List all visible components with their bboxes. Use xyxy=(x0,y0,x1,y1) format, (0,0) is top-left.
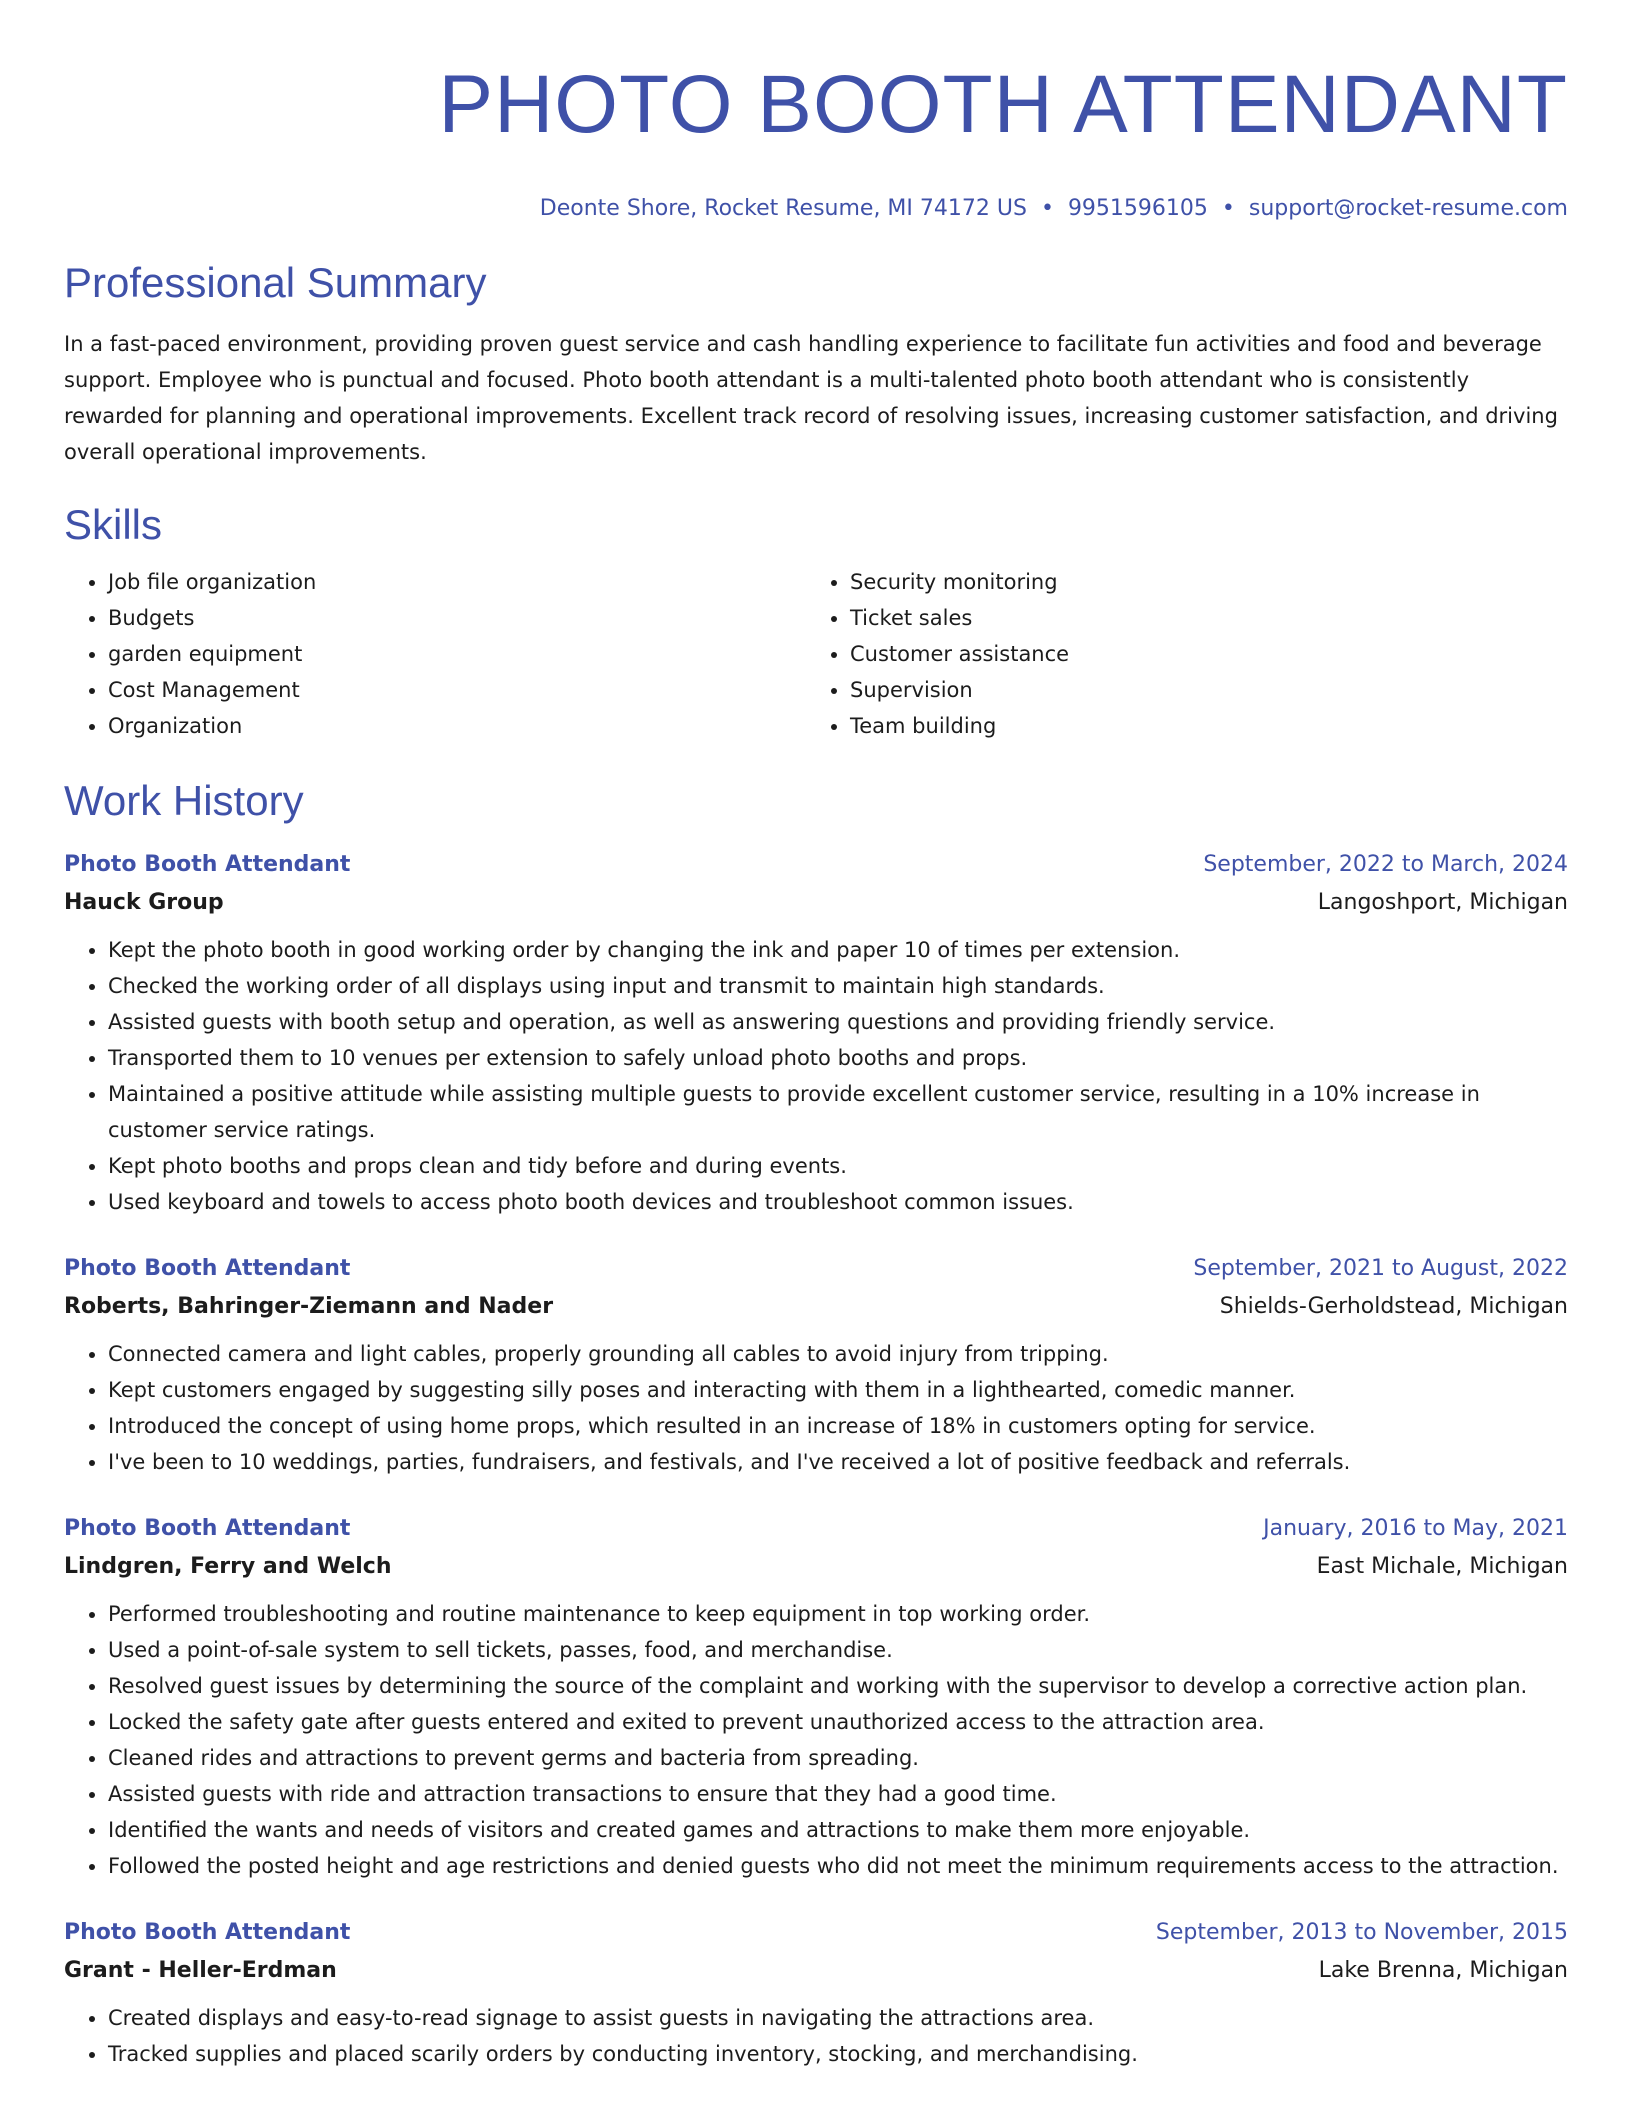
contact-address: Deonte Shore, Rocket Resume, MI 74172 US xyxy=(539,196,1027,221)
job-bullet: • Followed the posted height and age restrictions and denied guests who did not meet the minimum requirements access to the attraction. xyxy=(108,1848,1568,1884)
resume-title: PHOTO BOOTH ATTENDANT xyxy=(438,59,1568,150)
job-company: Grant - Heller-Erdman xyxy=(64,1958,337,1983)
job-dates: September, 2021 to August, 2022 xyxy=(1193,1256,1568,1281)
job-location: Lake Brenna, Michigan xyxy=(1318,1958,1568,1983)
job-location: East Michale, Michigan xyxy=(1316,1554,1568,1579)
skill-item: • Cost Management xyxy=(108,672,806,708)
job-bullet: • Kept photo booths and props clean and tidy before and during events. xyxy=(108,1148,1568,1184)
job-company: Roberts, Bahringer-Ziemann and Nader xyxy=(64,1294,554,1319)
job-bullet: • Introduced the concept of using home props, which resulted in an increase of 18% in customers opting for service. xyxy=(108,1408,1568,1444)
job-company: Hauck Group xyxy=(64,890,224,915)
skills-column-right xyxy=(806,564,1548,744)
job-bullet: • Created displays and easy-to-read signage to assist guests in navigating the attractions area. xyxy=(108,2000,1568,2036)
job-bullet: • Identified the wants and needs of visitors and created games and attractions to make them more enjoyable. xyxy=(108,1812,1568,1848)
job-company: Lindgren, Ferry and Welch xyxy=(64,1554,392,1579)
job-bullet: • Transported them to 10 venues per extension to safely unload photo booths and props. xyxy=(108,1040,1568,1076)
job-bullets xyxy=(64,932,1568,1220)
job-bullet: • Assisted guests with booth setup and operation, as well as answering questions and providing friendly service. xyxy=(108,1004,1568,1040)
skill-item: • Ticket sales xyxy=(850,600,1548,636)
job-bullet: • Checked the working order of all displays using input and transmit to maintain high standards. xyxy=(108,968,1568,1004)
skill-item: • Supervision xyxy=(850,672,1548,708)
job-entry xyxy=(64,1914,1568,2072)
job-location: Shields-Gerholdstead, Michigan xyxy=(1219,1294,1568,1319)
job-entry xyxy=(64,846,1568,1220)
skills-heading: Skills xyxy=(64,501,163,548)
job-bullet: • Tracked supplies and placed scarily orders by conducting inventory, stocking, and merchandising. xyxy=(108,2036,1568,2072)
contact-email: support@rocket-resume.com xyxy=(1248,196,1568,221)
contact-separator: • xyxy=(1221,196,1235,221)
job-bullets xyxy=(64,2000,1568,2072)
job-title: Photo Booth Attendant xyxy=(64,1516,351,1541)
job-bullet: • Performed troubleshooting and routine maintenance to keep equipment in top working order. xyxy=(108,1596,1568,1632)
job-bullet: • Kept customers engaged by suggesting silly poses and interacting with them in a lighthearted, comedic manner. xyxy=(108,1372,1568,1408)
skills-column-left xyxy=(64,564,806,744)
work-history-heading: Work History xyxy=(64,777,304,824)
job-entry xyxy=(64,1510,1568,1884)
job-bullet: • Used a point-of-sale system to sell tickets, passes, food, and merchandise. xyxy=(108,1632,1568,1668)
job-entry xyxy=(64,1250,1568,1480)
skill-item: • Team building xyxy=(850,708,1548,744)
skill-item: • Security monitoring xyxy=(850,564,1548,600)
contact-phone: 9951596105 xyxy=(1067,196,1208,221)
job-title: Photo Booth Attendant xyxy=(64,1920,351,1945)
skills-list xyxy=(64,564,1568,744)
job-location: Langoshport, Michigan xyxy=(1317,890,1568,915)
summary-heading: Professional Summary xyxy=(64,259,487,306)
job-bullet: • I've been to 10 weddings, parties, fundraisers, and festivals, and I've received a lot of positive feedback and referrals. xyxy=(108,1444,1568,1480)
skill-item: • Customer assistance xyxy=(850,636,1548,672)
skill-item: • Organization xyxy=(108,708,806,744)
job-bullet: • Resolved guest issues by determining the source of the complaint and working with the supervisor to develop a corrective action plan. xyxy=(108,1668,1568,1704)
skill-item: • Budgets xyxy=(108,600,806,636)
job-bullet: • Cleaned rides and attractions to prevent germs and bacteria from spreading. xyxy=(108,1740,1568,1776)
job-title: Photo Booth Attendant xyxy=(64,1256,351,1281)
job-bullet: • Maintained a positive attitude while assisting multiple guests to provide excellent customer service, resulting in a 10% increase in customer service ratings. xyxy=(108,1076,1568,1148)
job-dates: September, 2022 to March, 2024 xyxy=(1203,852,1568,877)
contact-line xyxy=(64,194,1568,224)
contact-separator: • xyxy=(1040,196,1054,221)
skill-item: • Job file organization xyxy=(108,564,806,600)
job-bullet: • Locked the safety gate after guests entered and exited to prevent unauthorized access to the attraction area. xyxy=(108,1704,1568,1740)
job-bullet: • Used keyboard and towels to access photo booth devices and troubleshoot common issues. xyxy=(108,1184,1568,1220)
job-bullet: • Kept the photo booth in good working order by changing the ink and paper 10 of times per extension. xyxy=(108,932,1568,968)
job-dates: January, 2016 to May, 2021 xyxy=(1263,1516,1568,1541)
job-bullets xyxy=(64,1336,1568,1480)
job-bullet: • Connected camera and light cables, properly grounding all cables to avoid injury from tripping. xyxy=(108,1336,1568,1372)
job-bullet: • Assisted guests with ride and attraction transactions to ensure that they had a good time. xyxy=(108,1776,1568,1812)
summary-text: In a fast-paced environment, providing proven guest service and cash handling experience to facilitate fun activities and food and beverage support. Employee who is punctual and focused. Photo booth attendant is a multi-talented photo booth attendant who is consistently rewarded for planning and operational improvements. Excellent track record of resolving issues, increasing customer satisfaction, and driving overall operational improvements. xyxy=(64,332,1558,464)
job-bullets xyxy=(64,1596,1568,1884)
skill-item: • garden equipment xyxy=(108,636,806,672)
job-dates: September, 2013 to November, 2015 xyxy=(1155,1920,1568,1945)
job-title: Photo Booth Attendant xyxy=(64,852,351,877)
